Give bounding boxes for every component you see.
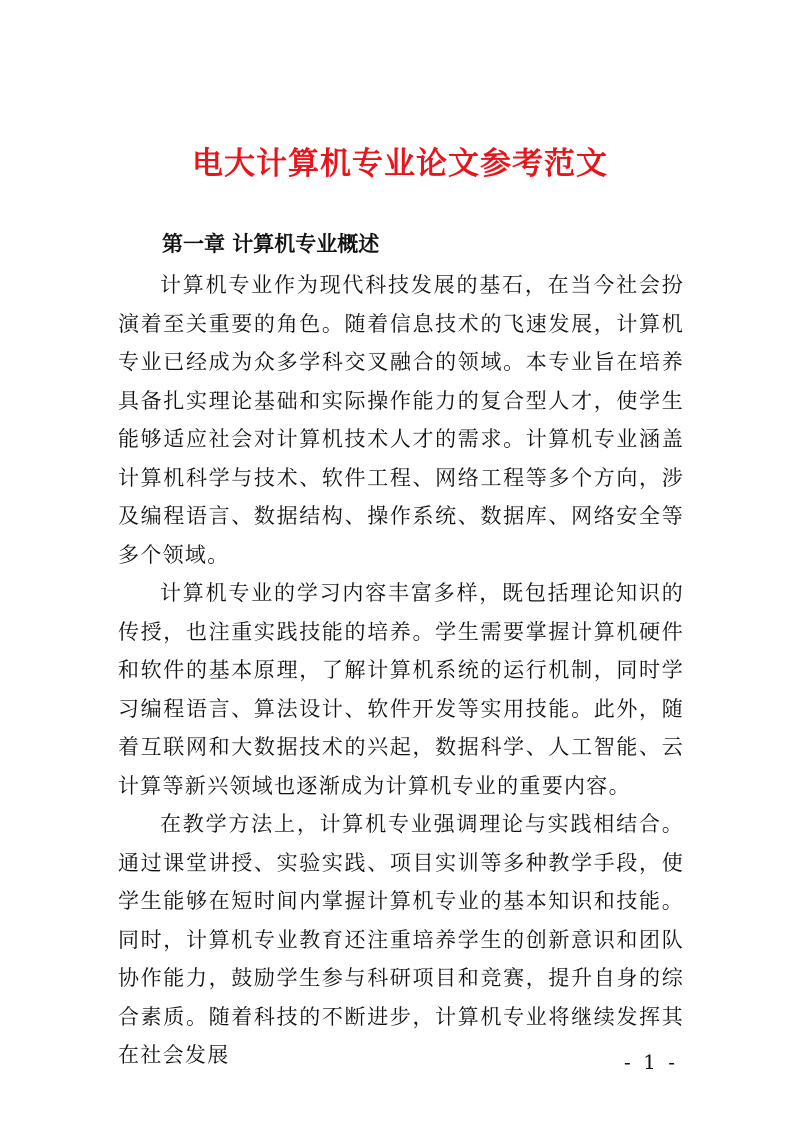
document-title: 电大计算机专业论文参考范文 <box>192 146 608 182</box>
paragraph-1: 计算机专业作为现代科技发展的基石，在当今社会扮演着至关重要的角色。随着信息技术的飞速发展，计算机专业已经成为众多学科交叉融合的领域。本专业旨在培养具备扎实理论基础和实际操作能力的复合型人才，使学生能够适应社会对计算机技术人才的需求。计算机专业涵盖计算机科学与技术、软件工程、网络工程等多个方向，涉及编程语言、数据结构、操作系统、数据库、网络安全等多个领域。 <box>118 273 684 567</box>
paragraph-3: 在教学方法上，计算机专业强调理论与实践相结合。通过课堂讲授、实验实践、项目实训等多种教学手段，使学生能够在短时间内掌握计算机专业的基本知识和技能。同时，计算机专业教育还注重培养学生的创新意识和团队协作能力，鼓励学生参与科研项目和竞赛，提升自身的综合素质。随着科技的不断进步，计算机专业将继续发挥其在社会发展 <box>118 812 684 1067</box>
paragraph-2: 计算机专业的学习内容丰富多样，既包括理论知识的传授，也注重实践技能的培养。学生需要掌握计算机硬件和软件的基本原理，了解计算机系统的运行机制，同时学习编程语言、算法设计、软件开发等实用技能。此外，随着互联网和大数据技术的兴起，数据科学、人工智能、云计算等新兴领域也逐渐成为计算机专业的重要内容。 <box>118 581 684 798</box>
page-number: - 1 - <box>624 1050 678 1074</box>
chapter-heading: 第一章 计算机专业概述 <box>162 232 380 256</box>
body-text <box>118 266 684 1075</box>
